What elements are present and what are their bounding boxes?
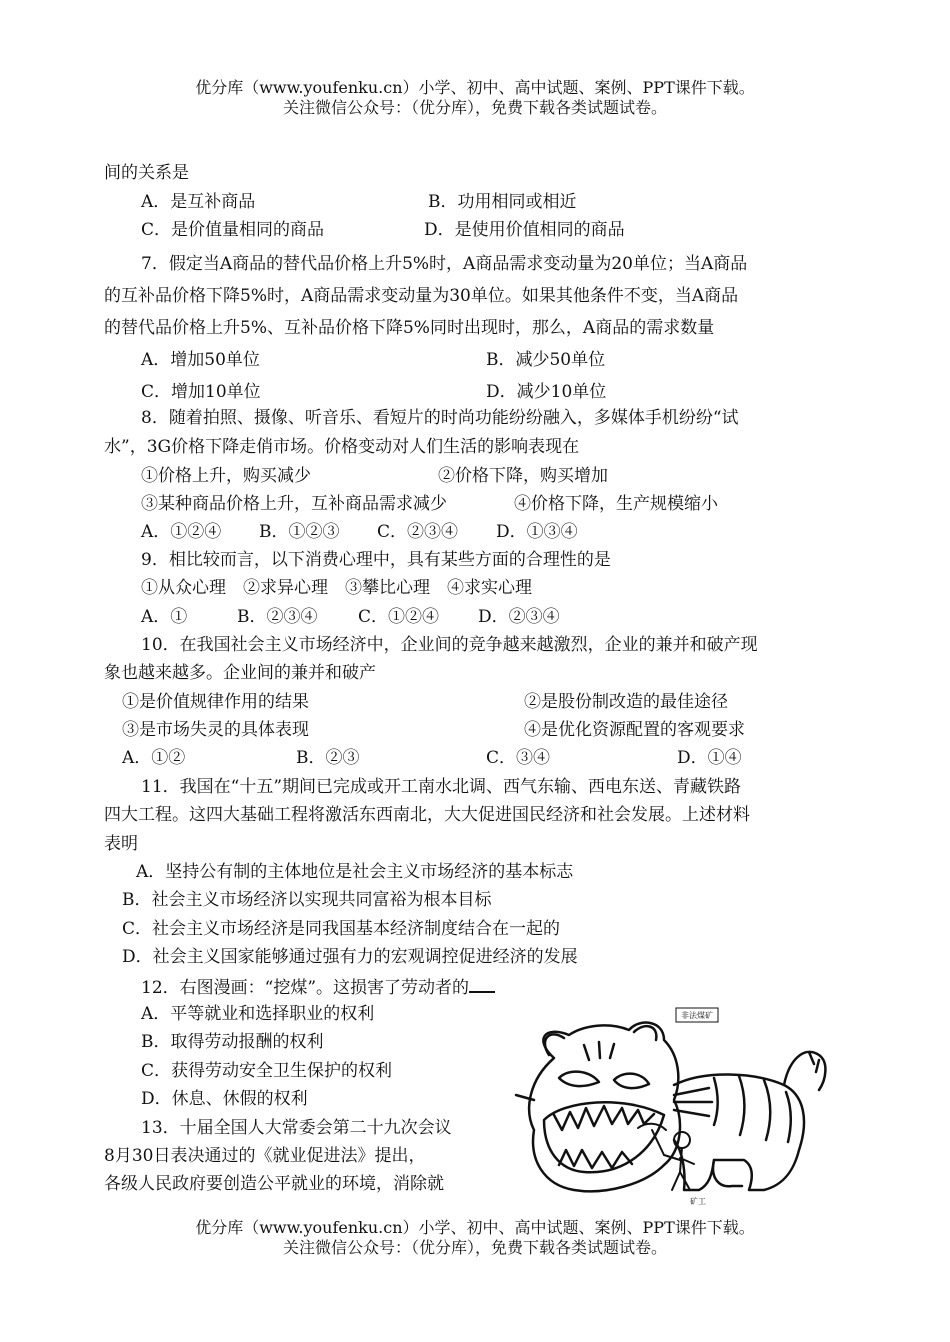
q11-option-d: D．社会主义国家能够通过强有力的宏观调控促进经济的发展 [122,947,578,967]
q8-line-2: 水”，3G价格下降走俏市场。价格变动对人们生活的影响表现在 [104,437,580,457]
q10-option-c: C．③④ [486,748,551,768]
footer-line-1: 优分库（www.youfenku.cn）小学、初中、高中试题、案例、PPT课件下载。 [195,1218,755,1237]
tiger-mouth [544,1102,664,1172]
q10-line-1: 10．在我国社会主义市场经济中，企业间的竞争越来越激烈，企业的兼并和破产现 [141,635,758,655]
q8-option-a: A．①②④ [141,522,222,542]
tiger-sign-label: 非法煤矿 [681,1011,713,1020]
q7-line-3: 的替代品价格上升5%、互补品价格下降5%同时出现时，那么，A商品的需求数量 [104,318,715,338]
q13-line-3: 各级人民政府要创造公平就业的环境，消除就 [104,1174,444,1194]
q11-option-c: C．社会主义市场经济是同我国基本经济制度结合在一起的 [122,919,561,939]
q10-option-b: B．②③ [296,748,360,768]
q7-option-d: D．减少10单位 [486,382,607,402]
q8-item-1: ①价格上升，购买减少 [141,466,311,486]
q9-option-c: C．①②④ [358,607,440,627]
q8-line-1: 8．随着拍照、摄像、听音乐、看短片的时尚功能纷纷融入，多媒体手机纷纷“试 [141,408,739,428]
tiger-front-leg [713,1160,742,1186]
q10-item-4: ④是优化资源配置的客观要求 [524,720,745,740]
q10-item-3: ③是市场失灵的具体表现 [122,720,309,740]
q12-option-d: D．休息、休假的权利 [141,1089,308,1109]
q9-option-d: D．②③④ [478,607,560,627]
q7-line-2: 的互补品价格下降5%时，A商品需求变动量为30单位。如果其他条件不变，当A商品 [104,286,739,306]
q6-option-c: C．是价值量相同的商品 [141,220,325,240]
q13-line-1: 13．十届全国人大常委会第二十九次会议 [141,1118,452,1138]
q10-item-2: ②是股份制改造的最佳途径 [524,692,728,712]
q10-option-d: D．①④ [677,748,742,768]
tiger-ear-right [634,1026,656,1040]
q11-line-1: 11．我国在“十五”期间已完成或开工南水北调、西气东输、西电东送、青藏铁路 [141,777,742,797]
tiger-tail [784,1052,825,1090]
q6-tail: 间的关系是 [104,163,189,183]
tiger-eye-right [614,1074,649,1088]
q7-option-b: B．减少50单位 [486,350,606,370]
q8-option-d: D．①③④ [496,522,578,542]
q6-option-d: D．是使用价值相同的商品 [424,220,625,240]
tiger-eye-left [559,1072,599,1086]
miner-label: 矿工 [690,1197,706,1206]
q11-line-2: 四大工程。这四大基础工程将激活东西南北，大大促进国民经济和社会发展。上述材料 [104,805,750,825]
q11-option-b: B．社会主义市场经济以实现共同富裕为根本目标 [122,890,492,910]
q10-option-a: A．①② [122,748,186,768]
q7-option-a: A．增加50单位 [141,350,260,370]
miner-head [674,1132,690,1148]
answer-blank [469,975,495,993]
q9-items: ①从众心理 ②求异心理 ③攀比心理 ④求实心理 [141,578,532,598]
q9-option-b: B．②③④ [237,607,318,627]
tiger-ear-left [545,1034,564,1055]
q11-option-a: A．坚持公有制的主体地位是社会主义市场经济的基本标志 [136,862,574,882]
footer-line-2: 关注微信公众号：（优分库），免费下载各类试题试卷。 [282,1238,667,1257]
q9-option-a: A．① [141,607,188,627]
q8-item-4: ④价格下降，生产规模缩小 [514,494,718,514]
tiger-body-stripes [714,1076,791,1142]
header-line-2: 关注微信公众号：（优分库），免费下载各类试题试卷。 [282,98,667,117]
q10-item-1: ①是价值规律作用的结果 [122,692,309,712]
tiger-coal-mine-cartoon [514,1000,832,1212]
q12-option-a: A．平等就业和选择职业的权利 [141,1004,375,1024]
q9-line-1: 9．相比较而言，以下消费心理中，具有某些方面的合理性的是 [141,550,611,570]
q8-item-2: ②价格下降，购买增加 [438,466,608,486]
q8-option-c: C．②③④ [377,522,459,542]
q7-option-c: C．增加10单位 [141,382,261,402]
q7-line-1: 7．假定当A商品的替代品价格上升5%时，A商品需求变动量为20单位；当A商品 [141,254,748,274]
miner-figure [638,1124,694,1190]
q12-line-1-text: 12．右图漫画：“挖煤”。这损害了劳动者的 [141,978,470,998]
q6-option-a: A．是互补商品 [141,192,256,212]
q12-option-c: C．获得劳动安全卫生保护的权利 [141,1061,393,1081]
pickaxe-handle [652,1130,664,1155]
q6-option-b: B．功用相同或相近 [428,192,577,212]
q10-line-2: 象也越来越多。企业间的兼并和破产 [104,663,376,683]
q11-line-3: 表明 [104,834,138,854]
q12-option-b: B．取得劳动报酬的权利 [141,1032,324,1052]
q8-item-3: ③某种商品价格上升，互补商品需求减少 [141,494,447,514]
q8-option-b: B．①②③ [259,522,340,542]
q13-line-2: 8月30日表决通过的《就业促进法》提出， [104,1146,426,1166]
tiger-face-stripe [584,1042,614,1060]
miner-body [664,1148,694,1190]
header-line-1: 优分库（www.youfenku.cn）小学、初中、高中试题、案例、PPT课件下载。 [195,78,755,97]
q12-line-1 [141,975,495,999]
